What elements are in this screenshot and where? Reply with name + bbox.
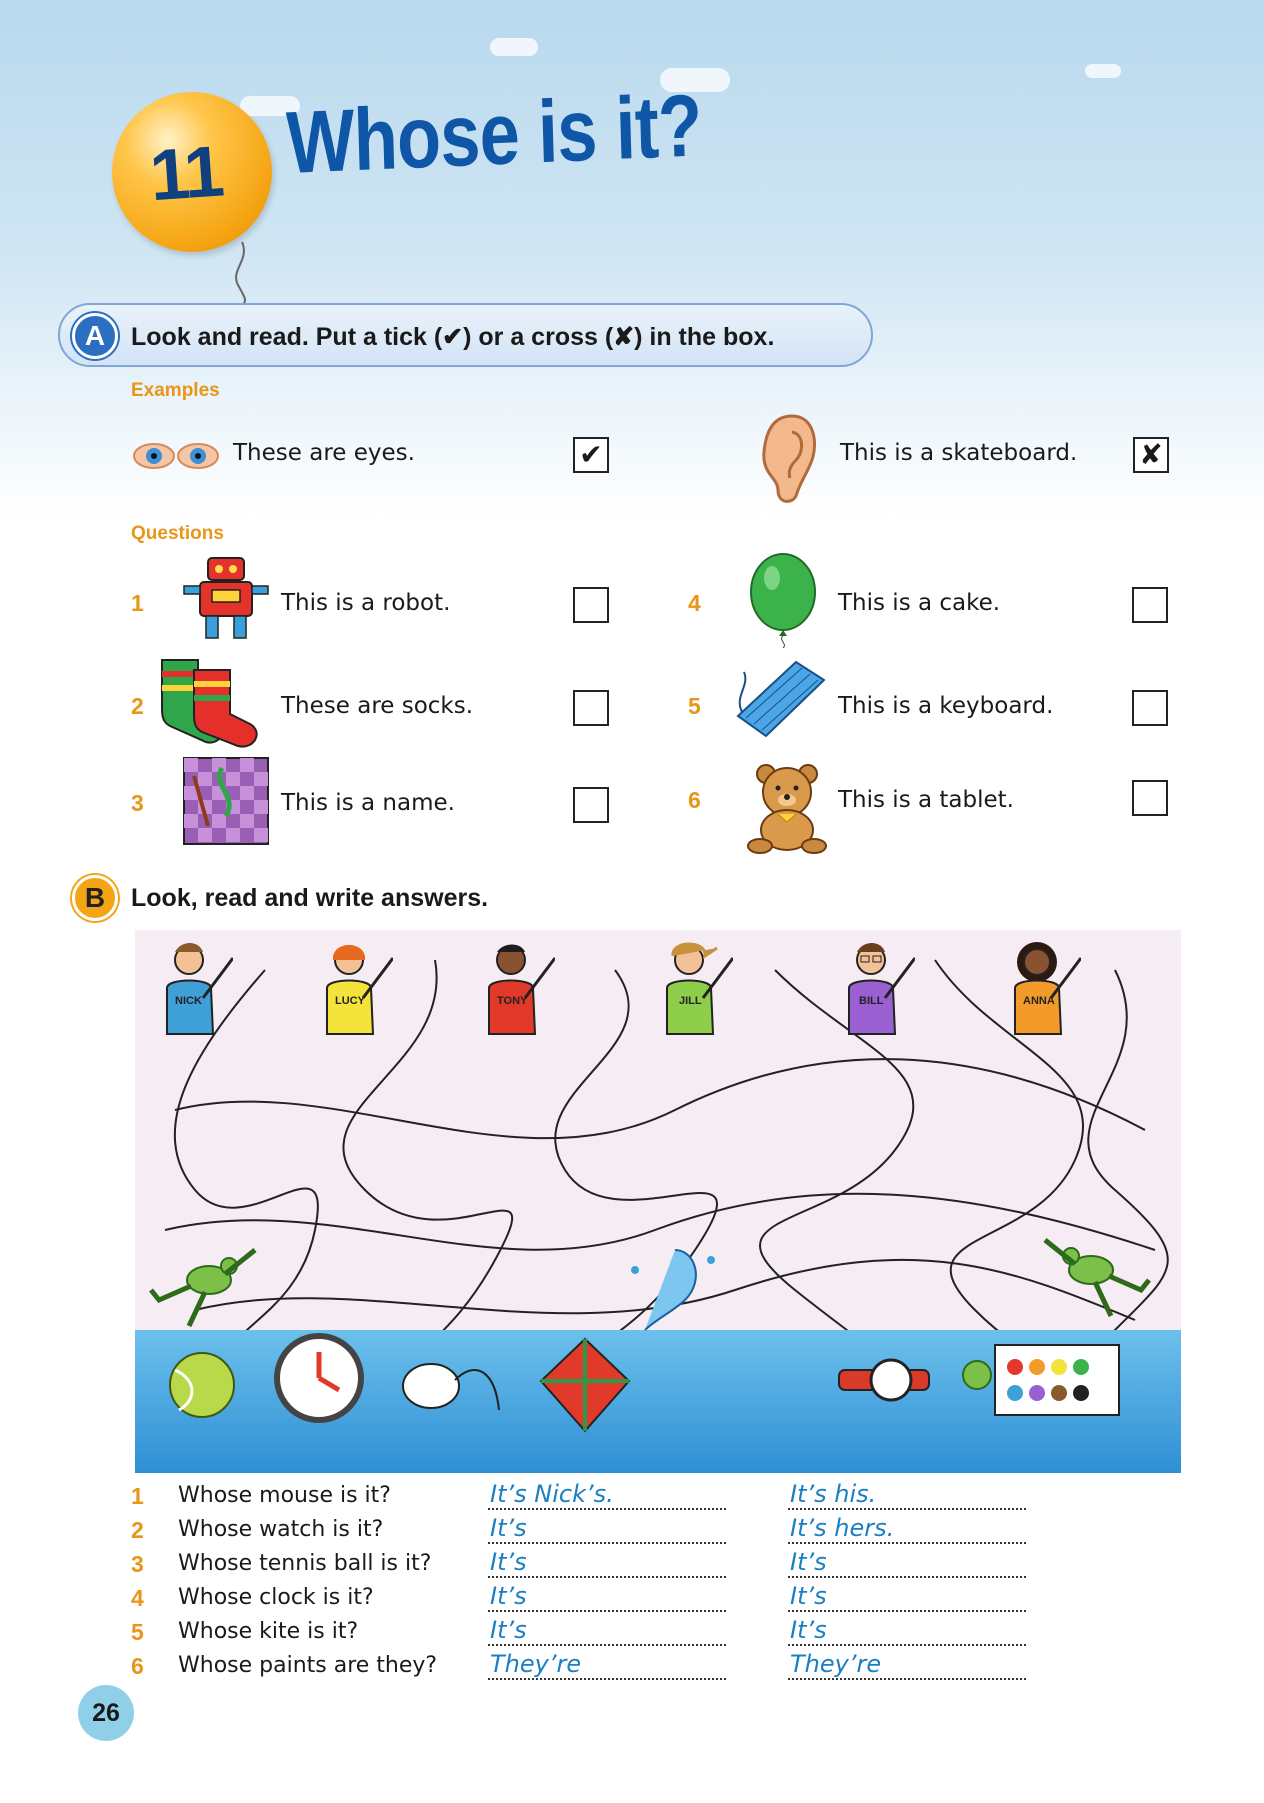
question-sentence: This is a keyboard.: [838, 693, 1054, 719]
teddy-bear-icon: [742, 762, 834, 854]
maze-scene: [135, 930, 1181, 1473]
cloud-decoration: [490, 38, 538, 56]
question-sentence: These are socks.: [281, 693, 474, 719]
keyboard-icon: [732, 656, 828, 742]
questions-label: Questions: [131, 523, 224, 544]
answer-field[interactable]: It’s: [488, 1582, 726, 1612]
answer-checkbox[interactable]: [1132, 780, 1168, 816]
watch-icon: [835, 1340, 935, 1420]
question-number: 1: [131, 1483, 144, 1509]
clock-icon: [271, 1330, 367, 1430]
example-checkbox[interactable]: ✘: [1133, 437, 1169, 473]
answer-checkbox[interactable]: [1132, 690, 1168, 726]
board-game-icon: [182, 756, 270, 846]
question-number: 4: [688, 590, 701, 616]
examples-label: Examples: [131, 380, 220, 401]
unit-number: 11: [147, 131, 225, 217]
question-text: Whose watch is it?: [178, 1517, 384, 1542]
answer-field[interactable]: It’s: [488, 1514, 726, 1544]
answer-field[interactable]: They’re: [788, 1650, 1026, 1680]
question-number: 1: [131, 590, 144, 616]
section-b-instruction: Look, read and write answers.: [131, 884, 489, 912]
answer-checkbox[interactable]: [573, 690, 609, 726]
example-checkbox[interactable]: ✔: [573, 437, 609, 473]
question-text: Whose mouse is it?: [178, 1483, 391, 1508]
section-a-badge: A: [72, 313, 118, 359]
kite-icon: [535, 1335, 635, 1435]
bird-splash-icon: [615, 1230, 725, 1340]
computer-mouse-icon: [395, 1340, 505, 1420]
unit-title: Whose is it?: [285, 75, 703, 192]
frog-icon: [145, 1230, 265, 1340]
question-number: 3: [131, 1551, 144, 1577]
answer-field[interactable]: They’re: [488, 1650, 726, 1680]
child-name-tag: ANNA: [1023, 995, 1055, 1007]
answer-field[interactable]: It’s: [488, 1548, 726, 1578]
answer-field[interactable]: It’s: [788, 1616, 1026, 1646]
example-sentence: This is a skateboard.: [840, 440, 1078, 466]
answer-field[interactable]: It’s hers.: [788, 1514, 1026, 1544]
section-b-badge: B: [72, 875, 118, 921]
answer-checkbox[interactable]: [573, 587, 609, 623]
section-a-instruction: Look and read. Put a tick (✔) or a cross (✘) in the box.: [131, 323, 775, 351]
child-name-tag: LUCY: [335, 995, 365, 1007]
question-text: Whose tennis ball is it?: [178, 1551, 432, 1576]
question-sentence: This is a name.: [281, 790, 455, 816]
answer-field[interactable]: It’s Nick’s.: [488, 1480, 726, 1510]
question-number: 2: [131, 1517, 144, 1543]
question-sentence: This is a tablet.: [838, 787, 1014, 813]
child-name-tag: BILL: [859, 995, 884, 1007]
answer-field[interactable]: It’s: [788, 1582, 1026, 1612]
question-text: Whose kite is it?: [178, 1619, 359, 1644]
child-name-tag: JILL: [679, 995, 702, 1007]
answer-field[interactable]: It’s his.: [788, 1480, 1026, 1510]
question-number: 6: [131, 1653, 144, 1679]
page-number: 26: [78, 1685, 134, 1741]
question-number: 4: [131, 1585, 144, 1611]
eyes-icon: [132, 440, 222, 472]
question-number: 3: [131, 790, 144, 816]
cloud-decoration: [1085, 64, 1121, 78]
child-name-tag: NICK: [175, 995, 202, 1007]
example-sentence: These are eyes.: [233, 440, 415, 466]
robot-icon: [178, 556, 274, 646]
question-sentence: This is a robot.: [281, 590, 451, 616]
frog-icon: [1035, 1220, 1155, 1330]
tennis-ball-icon: [167, 1350, 237, 1420]
question-text: Whose clock is it?: [178, 1585, 374, 1610]
question-number: 2: [131, 693, 144, 719]
answer-field[interactable]: It’s: [488, 1616, 726, 1646]
balloon-string: [220, 240, 260, 310]
question-number: 6: [688, 787, 701, 813]
answer-field[interactable]: It’s: [788, 1548, 1026, 1578]
ear-icon: [752, 412, 822, 504]
question-number: 5: [131, 1619, 144, 1645]
child-name-tag: TONY: [497, 995, 528, 1007]
socks-icon: [158, 654, 268, 750]
paints-icon: [955, 1325, 1125, 1425]
question-sentence: This is a cake.: [838, 590, 1001, 616]
balloon-icon: [748, 552, 818, 648]
answer-checkbox[interactable]: [1132, 587, 1168, 623]
question-number: 5: [688, 693, 701, 719]
question-text: Whose paints are they?: [178, 1653, 438, 1678]
answer-checkbox[interactable]: [573, 787, 609, 823]
